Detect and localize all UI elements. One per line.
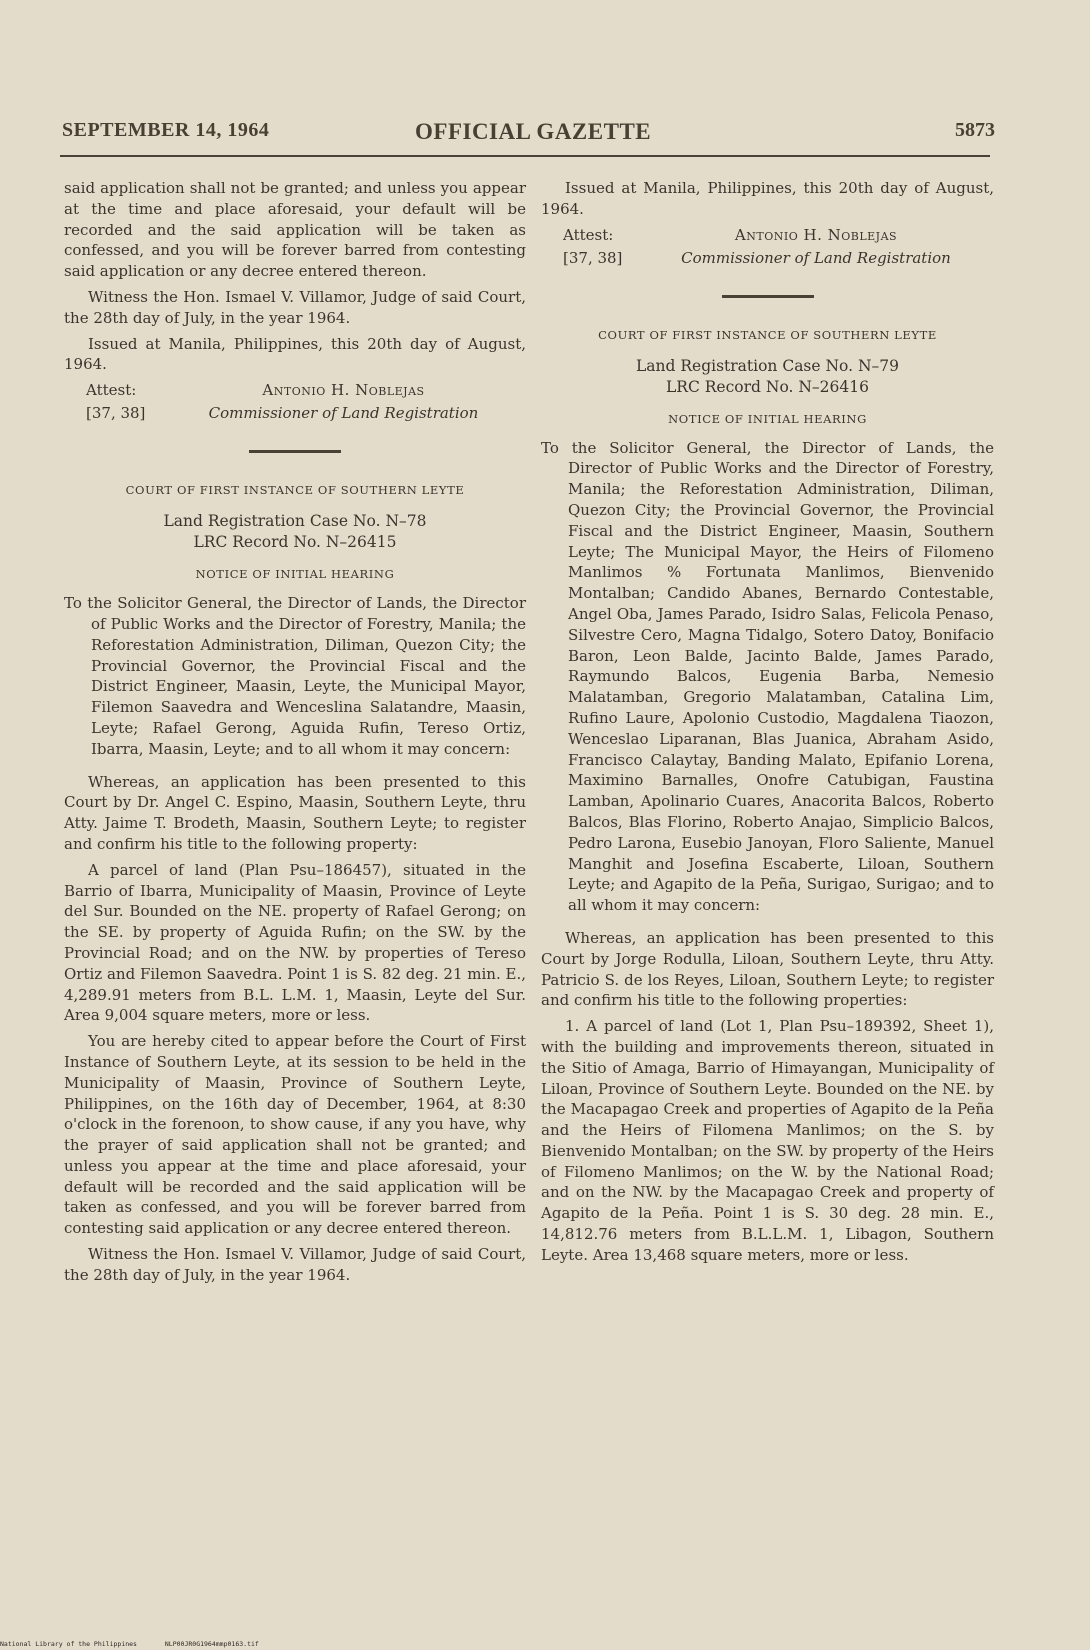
attest-title: Commissioner of Land Registration [208, 404, 479, 423]
attest-line [541, 225, 994, 246]
publication-title: OFFICIAL GAZETTE [415, 119, 652, 144]
attest-name: Antonio H. Noblejas [734, 225, 898, 244]
section-divider [249, 450, 341, 453]
lrc-record: LRC Record No. N–26416 [666, 377, 869, 396]
notice-heading: NOTICE OF INITIAL HEARING [195, 567, 395, 582]
case-number: Land Registration Case No. N–79 [635, 356, 899, 375]
court-heading: COURT OF FIRST INSTANCE OF SOUTHERN LEYTE [125, 483, 465, 498]
issue-date: SEPTEMBER 14, 1964 [62, 119, 270, 141]
attest-line [64, 380, 526, 401]
left-column [64, 178, 526, 1291]
attest-label: Attest: [563, 225, 614, 244]
attest-title-line [541, 248, 994, 269]
attest-title-line [64, 403, 526, 424]
page-number: 5873 [955, 119, 995, 141]
footer-source: National Library of the Philippines [0, 1640, 137, 1648]
right-column [541, 178, 994, 1271]
reference-number: [37, 38] [563, 248, 623, 267]
parcel-paragraph: 1. A parcel of land (Lot 1, Plan Psu–189392, Sheet 1), with the building and improvements thereon, situated in the Sitio of Amaga, Barrio of Himayangan, Municipality of Liloan, Province of Southern Leyte. Bounded on the NE. by the Macapagao Creek and properties of Agapito de la Peña and the Heirs of Filomena Manlimos; on the S. by Bienvenido Montalban; on the SW. by property of the Heirs of Filomeno Manlimos; on the W. by the National Road; and on the NW. by the Macapagao Creek and property of Agapito de la Peña. Point 1 is S. 30 deg. 28 min. E., 14,812.76 meters from B.L.L.M. 1, Libagon, Southern Leyte. Area 13,468 square meters, more or less. [541, 1017, 994, 1264]
attest-label: Attest: [86, 381, 137, 400]
witness-paragraph: Witness the Hon. Ismael V. Villamor, Judge of said Court, the 28th day of July, in the year 1964. [64, 287, 526, 327]
attest-name: Antonio H. Noblejas [262, 381, 425, 400]
issued-paragraph: Issued at Manila, Philippines, this 20th day of August, 1964. [541, 179, 994, 218]
whereas-paragraph: Whereas, an application has been presented to this Court by Jorge Rodulla, Liloan, Southern Leyte, thru Atty. Patricio S. de los Reyes, Liloan, Southern Leyte; to register and confirm his title to the following properties: [541, 928, 994, 1010]
attest-title: Commissioner of Land Registration [681, 248, 951, 267]
issued-paragraph: Issued at Manila, Philippines, this 20th day of August, 1964. [64, 334, 526, 374]
addressee-paragraph: To the Solicitor General, the Director of Lands, the Director of Public Works and the Director of Forestry, Manila; the Reforestation Administration, Diliman, Quezon City; the Provincial Governor, the Provincial Fiscal and the District Engineer, Maasin, Southern Leyte; The Municipal Mayor, the Heirs of Filomeno Manlimos % Fortunata Manlimos, Bienvenido Montalban; Candido Abanes, Bernardo Contestable, Angel Oba, James Parado, Isidro Salas, Felicola Penaso, Silvestre Cero, Magna Tidalgo, Sotero Datoy, Bonifacio Baron, Leon Balde, Jacinto Balde, James Parado, Raymundo Balcos, Eugenia Barba, Nemesio Malatamban, Gregorio Malatamban, Catalina Lim, Rufino Laure, Apolonio Custodio, Magdalena Tiaozon, Wenceslao Liparanan, Blas Juanica, Abraham Asido, Francisco Calaytay, Banding Malato, Epifanio Lorena, Maximino Barnalles, Onofre Catubigan, Faustina Lamban, Apolinario Cuares, Anacorita Balcos, Roberto Balcos, Blas Florino, Roberto Anajao, Simplicio Balcos, Pedro Larona, Eusebio Janoyan, Floro Saliente, Manuel Manghit and Josefina Escaberte, Liloan, Southern Leyte; and Agapito de la Peña, Surigao, Surigao; and to all whom it may concern: [541, 438, 994, 915]
parcel-paragraph: A parcel of land (Plan Psu–186457), situated in the Barrio of Ibarra, Municipality of Maasin, Province of Leyte del Sur. Bounded on the NE. property of Rafael Gerong; on the SE. by property of Aguida Rufin; on the SW. by the Provincial Road; and on the NW. by properties of Tereso Ortiz and Filemon Saavedra. Point 1 is S. 82 deg. 21 min. E., 4,289.91 meters from B.L. L.M. 1, Maasin, Leyte del Sur. Area 9,004 square meters, more or less. [64, 860, 526, 1025]
whereas-paragraph: Whereas, an application has been presented to this Court by Dr. Angel C. Espino, Maasin, Southern Leyte, thru Atty. Jaime T. Brodeth, Maasin, Southern Leyte; to register and confirm his title to the following property: [64, 772, 526, 853]
lrc-record: LRC Record No. N–26415 [193, 533, 397, 552]
reference-number: [37, 38] [86, 404, 146, 423]
notice-heading: NOTICE OF INITIAL HEARING [668, 411, 867, 426]
header-rule [60, 155, 990, 157]
section-divider [722, 295, 814, 298]
footer-file: NLP00JR0G1964mmp0163.tif [164, 1640, 259, 1648]
addressee-paragraph: To the Solicitor General, the Director of Lands, the Director of Public Works and the Director of Forestry, Manila; the Reforestation Administration, Diliman, Quezon City; the Provincial Governor, the Provincial Fiscal and the District Engineer, Maasin, Leyte, the Municipal Mayor, Filemon Saavedra and Wenceslina Salatandre, Maasin, Leyte; Rafael Gerong, Aguida Rufin, Tereso Ortiz, Ibarra, Maasin, Leyte; and to all whom it may concern: [64, 594, 526, 758]
witness-paragraph-2: Witness the Hon. Ismael V. Villamor, Judge of said Court, the 28th day of July, in the year 1964. [64, 1245, 526, 1284]
scan-footer [0, 1640, 283, 1648]
case-number: Land Registration Case No. N–78 [163, 512, 427, 531]
continued-paragraph: said application shall not be granted; and unless you appear at the time and place aforesaid, your default will be recorded and the said application will be taken as confessed, and you will be forever barred from contesting said application or any decree entered thereon. [64, 179, 526, 281]
cited-paragraph: You are hereby cited to appear before the Court of First Instance of Southern Leyte, at its session to be held in the Municipality of Maasin, Province of Southern Leyte, Philippines, on the 16th day of December, 1964, at 8:30 o'clock in the forenoon, to show cause, if any you have, why the prayer of said application shall not be granted; and unless you appear at the time and place aforesaid, your default will be recorded and the said application will be taken as confessed, and you will be forever barred from contesting said application or any decree entered thereon. [64, 1032, 526, 1238]
court-heading: COURT OF FIRST INSTANCE OF SOUTHERN LEYTE [598, 327, 937, 342]
